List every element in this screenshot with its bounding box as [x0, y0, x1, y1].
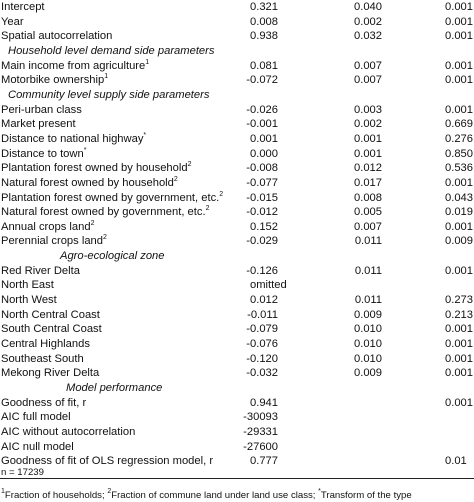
row-label-text: North West: [1, 294, 57, 306]
table-row: [0, 220, 474, 235]
row-label-text: Southeast South: [1, 352, 84, 365]
footnote-marker: *: [143, 131, 147, 139]
coefficient-cell: -0.079: [246, 323, 278, 336]
row-label-text: Market present: [1, 118, 76, 131]
table-row: [0, 191, 474, 206]
footnote-marker: 2: [173, 175, 178, 183]
row-label-text: Main income from agriculture: [1, 59, 146, 72]
p-value-cell: 0.001: [445, 30, 473, 43]
footnote-marker: 2: [205, 205, 210, 213]
p-value-cell: 0.001: [445, 352, 473, 365]
row-label: [1, 132, 146, 147]
table-row: [0, 234, 474, 249]
row-label: [1, 293, 57, 308]
std-error-cell: 0.040: [354, 1, 382, 13]
std-error-cell: 0.001: [354, 132, 382, 145]
p-value-cell: 0.01: [445, 455, 467, 468]
row-label-text: Annual crops land: [1, 220, 91, 233]
p-value-cell: 0.001: [445, 103, 473, 116]
row-label-text: Natural forest owned by government, etc.: [1, 206, 206, 219]
coefficient-cell: 0.321: [250, 1, 278, 13]
coefficient-cell: -0.012: [246, 206, 278, 219]
table-row: [0, 161, 474, 176]
p-value-cell: 0.001: [445, 264, 473, 277]
table-row: [0, 308, 474, 323]
row-label-text: Distance to town: [1, 147, 84, 160]
table-row: [0, 396, 474, 411]
p-value-cell: 0.001: [445, 74, 473, 87]
coefficient-cell: -0.011: [247, 308, 278, 321]
std-error-cell: 0.009: [354, 367, 382, 380]
coefficient-cell: -0.126: [246, 264, 278, 277]
row-label: [1, 103, 82, 118]
row-label: [1, 352, 84, 367]
row-label-text: Plantation forest owned by government, etc.: [1, 191, 220, 204]
coefficient-cell: 0.008: [250, 15, 278, 28]
row-label-text: AIC full model: [1, 411, 71, 424]
footnote-marker: *: [83, 146, 87, 154]
row-label-text: Goodness of fit of OLS regression model, r: [1, 455, 214, 468]
row-label-text: AIC without autocorrelation: [1, 425, 136, 438]
table-row: [0, 15, 474, 30]
p-value-cell: 0.009: [445, 235, 473, 248]
p-value-cell: 0.019: [445, 206, 473, 219]
table-row: [0, 410, 474, 425]
table-row: [0, 352, 474, 367]
coefficient-cell: -29331: [243, 425, 278, 438]
row-label: [1, 234, 107, 249]
std-error-cell: 0.032: [354, 30, 382, 43]
section-heading: Community level supply side parameters: [8, 88, 210, 101]
std-error-cell: 0.007: [354, 59, 382, 72]
coefficient-cell: -0.008: [246, 162, 278, 175]
footnote-text: Fraction of commune land under land use class;: [111, 490, 319, 501]
p-value-cell: 0.273: [445, 294, 473, 306]
p-value-cell: 0.536: [445, 162, 473, 175]
section-heading-row: [0, 381, 474, 396]
row-label: [1, 308, 100, 323]
row-label-text: Central Highlands: [1, 337, 90, 350]
table-row: [0, 440, 474, 455]
coefficient-cell: -0.072: [246, 74, 278, 87]
row-label: [1, 29, 112, 44]
std-error-cell: 0.009: [354, 308, 382, 321]
row-label: [1, 191, 223, 206]
coefficient-cell: 0.938: [250, 30, 278, 43]
coefficient-cell: 0.777: [250, 455, 278, 468]
row-label: [1, 161, 192, 176]
row-label: [1, 0, 45, 15]
table-row: [0, 0, 474, 15]
footnote-text: Fraction of households;: [4, 490, 108, 501]
row-label: [1, 410, 71, 425]
table-row: [0, 103, 474, 118]
row-label-text: North East: [1, 279, 54, 292]
table-row: [0, 176, 474, 191]
coefficient-cell: 0.000: [250, 147, 278, 160]
table-row: [0, 147, 474, 162]
footnote-marker: 2: [103, 234, 107, 242]
std-error-cell: 0.011: [354, 294, 382, 306]
std-error-cell: 0.007: [354, 74, 382, 87]
row-label-text: Natural forest owned by household: [1, 176, 174, 189]
coefficient-cell: 0.941: [250, 396, 278, 409]
row-label-text: Peri-urban class: [1, 103, 82, 116]
row-label-text: Mekong River Delta: [1, 367, 100, 380]
coefficient-cell: -0.029: [246, 235, 278, 248]
row-label-text: Goodness of fit, r: [1, 396, 87, 409]
p-value-cell: 0.669: [445, 118, 473, 131]
p-value-cell: 0.001: [445, 396, 473, 409]
table-row: [0, 337, 474, 352]
section-heading: Household level demand side parameters: [8, 45, 215, 57]
coefficient-cell: -0.001: [246, 118, 278, 131]
footnote-marker: 1: [104, 73, 109, 81]
row-label: [1, 366, 99, 381]
row-label: [1, 73, 108, 88]
row-label-text: North Central Coast: [1, 308, 100, 321]
coefficient-cell: -0.076: [246, 337, 278, 350]
row-label: [1, 117, 76, 132]
row-label-text: Plantation forest owned by household: [1, 162, 188, 175]
std-error-cell: 0.008: [354, 191, 382, 204]
row-label: [1, 176, 178, 191]
coefficient-cell: 0.001: [250, 132, 278, 145]
table-row: [0, 366, 474, 381]
p-value-cell: 0.001: [445, 15, 473, 28]
row-label: [1, 205, 210, 220]
row-label-text: Red River Delta: [1, 264, 80, 277]
std-error-cell: 0.003: [354, 103, 382, 116]
row-label: [1, 15, 24, 30]
table-row: [0, 454, 474, 469]
row-label: [1, 59, 149, 74]
table-row: [0, 425, 474, 440]
footnote-marker: 1: [1, 488, 5, 495]
p-value-cell: 0.850: [445, 147, 473, 160]
row-label-text: Intercept: [1, 1, 45, 13]
row-label: [1, 337, 90, 352]
section-heading: Agro-ecological zone: [60, 250, 165, 263]
row-label-text: Perennial crops land: [1, 235, 103, 248]
table-row: [0, 293, 474, 308]
row-label: [1, 425, 135, 440]
coefficient-cell: omitted: [250, 279, 287, 292]
p-value-cell: 0.001: [445, 220, 473, 233]
row-label: [1, 322, 102, 337]
std-error-cell: 0.002: [354, 118, 382, 131]
section-heading: Model performance: [66, 381, 163, 394]
sample-size-note: n = 17239: [1, 467, 44, 478]
coefficient-cell: -0.077: [246, 176, 278, 189]
std-error-cell: 0.011: [354, 264, 382, 277]
std-error-cell: 0.012: [354, 162, 382, 175]
row-label-text: Distance to national highway: [1, 132, 144, 145]
coefficient-cell: 0.152: [250, 220, 278, 233]
std-error-cell: 0.010: [354, 352, 382, 365]
coefficient-cell: 0.081: [250, 59, 278, 72]
coefficient-cell: -27600: [243, 440, 278, 453]
table-row: [0, 59, 474, 74]
coefficient-cell: 0.012: [250, 294, 278, 306]
p-value-cell: 0.213: [445, 308, 473, 321]
coefficient-cell: -0.032: [246, 367, 278, 380]
row-label: [1, 278, 54, 293]
p-value-cell: 0.043: [445, 191, 473, 204]
coefficient-cell: -0.015: [246, 191, 278, 204]
p-value-cell: 0.001: [445, 323, 473, 336]
std-error-cell: 0.007: [354, 220, 382, 233]
table-row: [0, 132, 474, 147]
row-label-text: Spatial autocorrelation: [1, 30, 113, 43]
p-value-cell: 0.276: [445, 132, 473, 145]
std-error-cell: 0.002: [354, 15, 382, 28]
coefficient-cell: -0.026: [246, 103, 278, 116]
std-error-cell: 0.010: [354, 323, 382, 336]
footnote-marker: 2: [90, 219, 95, 227]
std-error-cell: 0.010: [354, 337, 382, 350]
std-error-cell: 0.005: [354, 206, 382, 219]
p-value-cell: 0.001: [445, 367, 473, 380]
table-row: [0, 73, 474, 88]
footnote-marker: 2: [187, 161, 192, 169]
row-label-text: AIC null model: [1, 440, 74, 453]
coefficient-cell: -0.120: [246, 352, 278, 365]
p-value-cell: 0.001: [445, 59, 473, 72]
row-label-text: Motorbike ownership: [1, 74, 105, 87]
p-value-cell: 0.001: [445, 1, 473, 13]
table-row: [0, 322, 474, 337]
coefficient-cell: -30093: [243, 411, 278, 424]
section-heading-row: [0, 88, 474, 103]
p-value-cell: 0.001: [445, 176, 473, 189]
footnote-marker: *: [318, 488, 321, 495]
row-label: [1, 220, 94, 235]
section-heading-row: [0, 44, 474, 59]
std-error-cell: 0.011: [354, 235, 382, 248]
table-row: [0, 264, 474, 279]
p-value-cell: 0.001: [445, 337, 473, 350]
std-error-cell: 0.017: [354, 176, 382, 189]
row-label: [1, 264, 80, 279]
row-label: [1, 396, 86, 411]
footnote-marker: 2: [219, 190, 224, 198]
section-heading-row: [0, 249, 474, 264]
row-label-text: Year: [1, 15, 24, 28]
table-row: [0, 29, 474, 44]
footnote-line: [1, 490, 412, 502]
row-label-text: South Central Coast: [1, 323, 102, 336]
row-label: [1, 147, 86, 162]
table-row: [0, 278, 474, 293]
footnote-text: Transform of the type: [320, 490, 412, 501]
table-bottom-rule: [0, 478, 474, 479]
table-row: [0, 205, 474, 220]
row-label: [1, 440, 74, 455]
table-row: [0, 117, 474, 132]
std-error-cell: 0.001: [354, 147, 382, 160]
footnote-marker: 2: [107, 488, 112, 495]
footnote-marker: 1: [145, 58, 150, 66]
